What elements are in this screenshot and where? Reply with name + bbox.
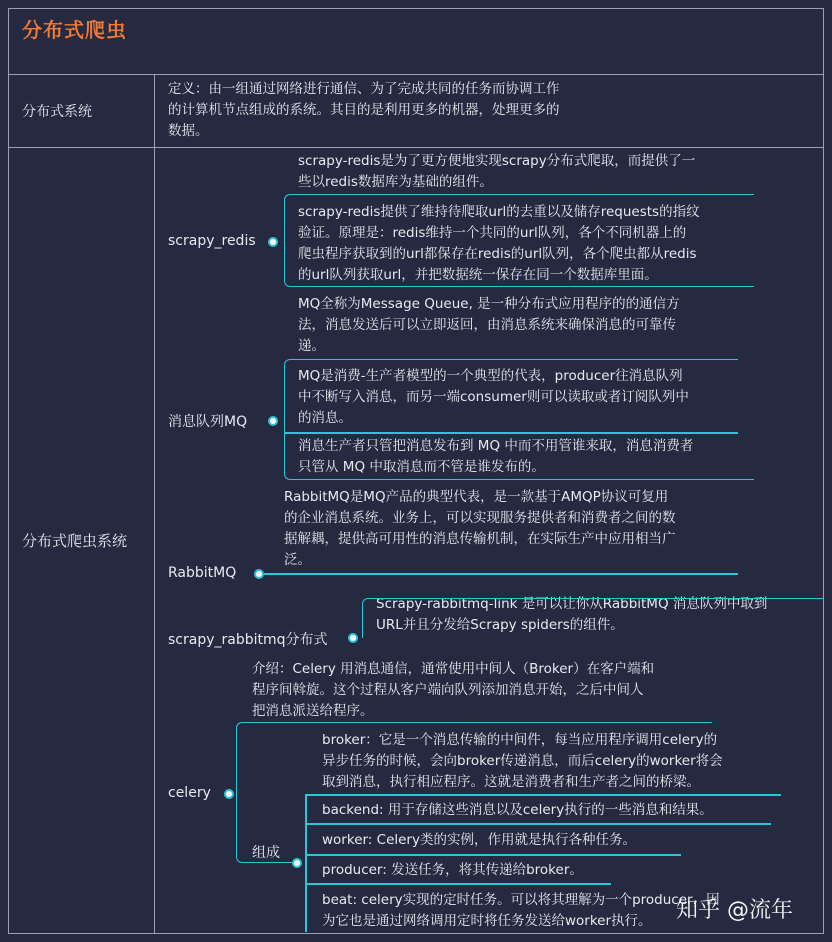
mq-desc-2: MQ是消费-生产者模型的一个典型的代表，producer往消息队列 中不断写入消息，而另一端consumer则可以读取或者订阅队列中 的消息。 [298,368,689,426]
connector-mq-mid [284,432,738,434]
connector-producer [305,883,611,885]
connector-broker [305,794,781,796]
row-label-crawler-system: 分布式爬虫系统 [22,532,128,550]
node-dot-rabbitmq [254,569,264,579]
celery-broker: broker：它是一个消息传输的中间件，每当应用程序调用celery的 异步任务的时候，会向broker传递消息，而后celery的worker将会 取到消息，执行相应程序。这就是消费者和生产者之间的桥梁。 [322,732,723,790]
connector-backend [305,823,771,825]
node-scrapy-redis: scrapy_redis [168,233,256,249]
node-celery: celery [168,785,211,801]
node-dot-components [292,858,302,868]
node-dot-scrapy-redis [268,237,278,247]
node-dot-celery [224,789,234,799]
row-divider [8,147,824,148]
connector-worker [305,854,681,856]
rabbitmq-desc: RabbitMQ是MQ产品的典型代表，是一款基于AMQP协议可复用 的企业消息系统。业务上，可以实现服务提供者和消费者之间的数 据解耦，提供高可用性的消息传输机制，在实际生产中应用相当广 泛。 [284,489,676,568]
scrapy-rabbitmq-desc: Scrapy-rabbitmq-link 是可以让你从RabbitMQ 消息队列中取到 URL并且分发给Scrapy spiders的组件。 [376,596,768,633]
node-scrapy-rabbitmq: scrapy_rabbitmq分布式 [168,632,328,648]
connector-rabbitmq [264,573,738,575]
connector-scrapy-rabbitmq [362,598,824,638]
title-divider [8,74,824,75]
mq-desc-3: 消息生产者只管把消息发布到 MQ 中而不用管谁来取，消息消费者 只管从 MQ 中取消息而不管是谁发布的。 [298,438,694,475]
column-divider [154,74,155,934]
node-components: 组成 [252,845,280,861]
celery-backend: backend: 用于存储这些消息以及celery执行的一些消息和结果。 [322,802,713,818]
celery-intro: 介绍：Celery 用消息通信，通常使用中间人（Broker）在客户端和 程序间斡旋。这个过程从客户端向队列添加消息开始，之后中间人 把消息派送给程序。 [252,661,655,719]
distributed-system-definition: 定义：由一组通过网络进行通信、为了完成共同的任务而协调工作 的计算机节点组成的系统。其目的是利用更多的机器，处理更多的 数据。 [168,81,560,139]
row-label-distributed-system: 分布式系统 [22,104,92,120]
node-mq: 消息队列MQ [168,414,248,430]
celery-worker: worker: Celery类的实例，作用就是执行各种任务。 [322,832,636,848]
scrapy-redis-desc-1: scrapy-redis是为了更方便地实现scrapy分布式爬取，而提供了一 些以redis数据库为基础的组件。 [298,153,696,190]
connector-components-trunk [305,794,307,932]
scrapy-redis-desc-2: scrapy-redis提供了维持待爬取url的去重以及储存requests的指纹 验证。原理是：redis维持一个共同的url队列，各个不同机器上的 爬虫程序获取到的url都保存在redis的url队列，各个爬虫都从redis 的url队列获取url，并把数据统一保存在同一个数据库里面。 [298,204,700,283]
zhihu-watermark: 知乎 @流年 [676,898,793,923]
mq-desc-1: MQ全称为Message Queue, 是一种分布式应用程序的的通信方 法，消息发送后可以立即返回，由消息系统来确保消息的可靠传 递。 [298,296,680,354]
node-dot-scrapy-rabbitmq [348,633,358,643]
celery-beat: beat: celery实现的定时任务。可以将其理解为一个producer，因 为它也是通过网络调用定时将任务发送给worker执行。 [322,892,720,929]
celery-producer: producer: 发送任务，将其传递给broker。 [322,862,583,878]
node-dot-mq [268,416,278,426]
page-title: 分布式爬虫 [22,18,127,42]
node-rabbitmq: RabbitMQ [168,565,237,581]
